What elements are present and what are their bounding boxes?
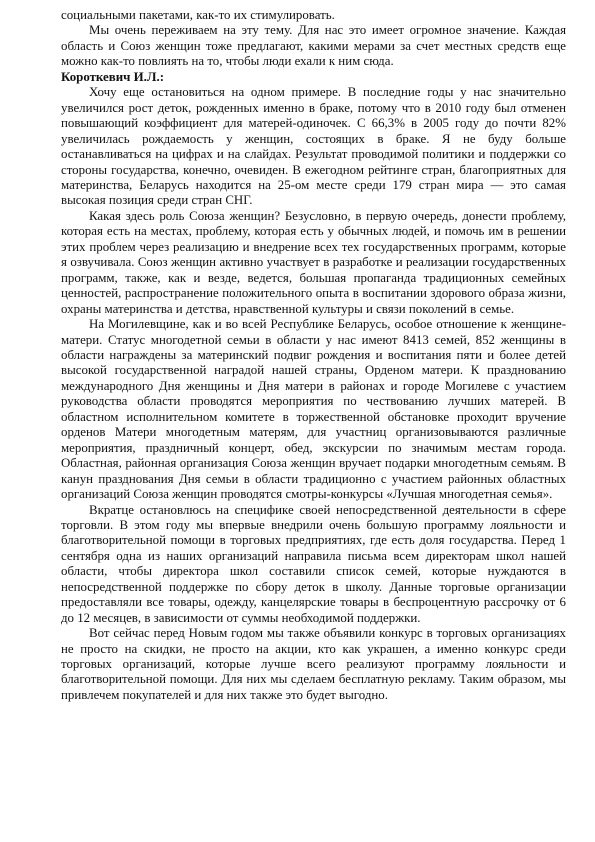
paragraph-birth-rate: Хочу еще остановиться на одном примере. В последние годы у нас значительно увеличился рост деток, рожденных именно в браке, потому что в 2010 году был отменен повышающий коэффициент для матерей-одиночек. С 66,3% в 2005 году до почти 82% увеличилась рождаемость у женщин, состоящих в браке. Я не буду больше останавливаться на цифрах и на слайдах. Результат проводимой политики и поддержки со стороны государства, конечно, очевиден. В ежегодном рейтинге стран, благоприятных для материнства, Беларусь находится на 25-ом месте среди 179 стран мира — это самая высокая позиция среди стран СНГ. xyxy=(61,85,566,208)
paragraph-concern: Мы очень переживаем на эту тему. Для нас это имеет огромное значение. Каждая область и Союз женщин тоже предлагают, какими мерами за счет местных средств еще можно как-то повлиять на то, чтобы люди ехали к ним сюда. xyxy=(61,23,566,69)
document-page xyxy=(61,8,566,703)
paragraph-union-role: Какая здесь роль Союза женщин? Безусловно, в первую очередь, донести проблему, которая есть на местах, проблему, которая есть у обычных людей, и помочь им в решении этих проблем через реализацию и внедрение всех тех государственных программ, которые я озвучивала. Союз женщин активно участвует в разработке и реализации государственных программ, также, как и везде, ведется, большая пропаганда традиционных семейных ценностей, распространение положительного опыта в воспитании здорового образа жизни, охраны материнства и детства, нравственной культуры и связи поколений в семье. xyxy=(61,208,566,316)
paragraph-contest: Вот сейчас перед Новым годом мы также объявили конкурс в торговых организациях не просто на скидки, не просто на акции, кто как украшен, а именно конкурс среди торговых организаций, которые лучше всего реализуют программу лояльности и благотворительной помощи. Для них мы сделаем бесплатную рекламу. Таким образом, мы привлечем покупателей и для них также это будет выгодно. xyxy=(61,626,566,702)
paragraph-mogilev-region: На Могилевщине, как и во всей Республике Беларусь, особое отношение к женщине-матери. Статус многодетной семьи в области у нас имеют 8413 семей, 852 женщины в области награждены за материнский подвиг рождения и воспитания пяти и более детей высокой государственной наградой нашей страны, Орденом матери. К празднованию международного Дня женщины и Дня матери в районах и городе Могилеве с участием руководства области проводятся мероприятия по чествованию лучших матерей. В областном исполнительном комитете в торжественной обстановке проходит вручение орденов Матери многодетным матерям, для участниц организовываются различные мероприятия, праздничный концерт, обед, экскурсии по значимым местам города. Областная, районная организация Союза женщин вручает подарки многодетным семьям. В канун празднования Дня семьи в области традиционно с участием районных областных организаций Союза женщин проводятся смотры-конкурсы «Лучшая многодетная семья». xyxy=(61,317,566,502)
paragraph-continuation: социальными пакетами, как-то их стимулировать. xyxy=(61,8,335,22)
paragraph-trade-program: Вкратце остановлюсь на специфике своей непосредственной деятельности в сфере торговли. В этом году мы впервые внедрили очень большую программу лояльности и благотворительной помощи в торговых предприятиях, где есть доля государства. Перед 1 сентября одна из наших организаций направила письма всем директорам школ нашей области, чтобы директора школ составили список семей, которые нуждаются в непосредственной поддержке по сбору деток в школу. Данные торговые организации предоставляли все товары, одежду, канцелярские товары в беспроцентную рассрочку от 6 до 12 месяцев, в зависимости от суммы необходимой поддержки. xyxy=(61,502,566,625)
speaker-name: Короткевич И.Л.: xyxy=(61,69,165,84)
